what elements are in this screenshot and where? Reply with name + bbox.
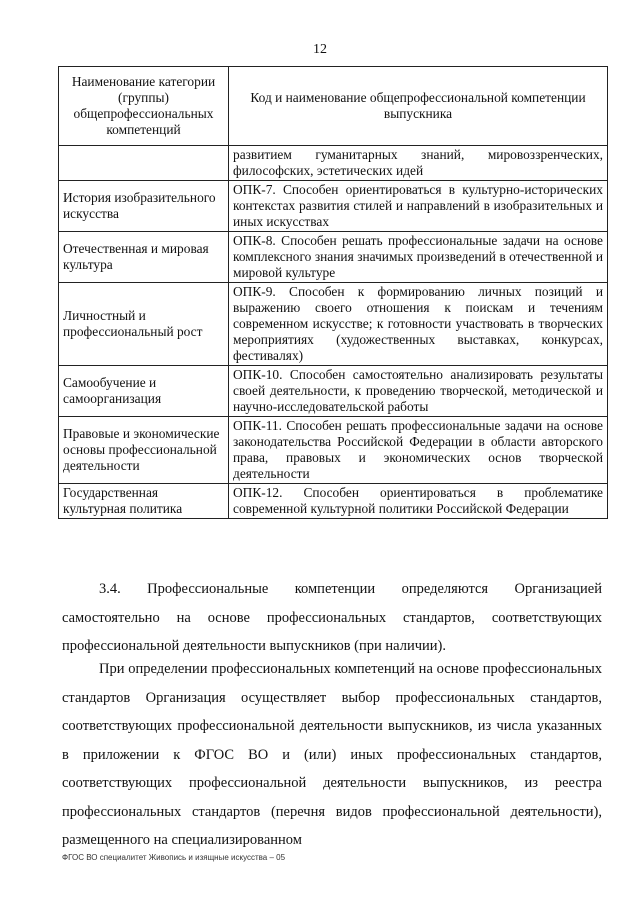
header-competence: Код и наименование общепрофессиональной компетенции выпускника: [229, 67, 608, 146]
table-row: [59, 181, 608, 232]
table-row: [59, 484, 608, 519]
row-description: ОПК-12. Способен ориентироваться в проблематике современной культурной политики Российской Федерации: [229, 484, 608, 519]
row-description: развитием гуманитарных знаний, мировоззренческих, философских, эстетических идей: [229, 146, 608, 181]
row-description: ОПК-10. Способен самостоятельно анализировать результаты своей деятельности, к проведению творческой, методической и научно-исследовательской работы: [229, 366, 608, 417]
row-category: Государственная культурная политика: [59, 484, 229, 519]
row-description: ОПК-7. Способен ориентироваться в культурно-исторических контекстах развития стилей и направлений в изобразительных и иных искусствах: [229, 181, 608, 232]
table-row: [59, 232, 608, 283]
row-category: Правовые и экономические основы профессиональной деятельности: [59, 417, 229, 484]
row-category: История изобразительного искусства: [59, 181, 229, 232]
header-category: Наименование категории (группы) общепрофессиональных компетенций: [59, 67, 229, 146]
row-description: ОПК-8. Способен решать профессиональные задачи на основе комплексного знания значимых произведений в отечественной и мировой культуре: [229, 232, 608, 283]
table-row: [59, 283, 608, 366]
row-category: Отечественная и мировая культура: [59, 232, 229, 283]
page-number: 12: [313, 42, 327, 57]
competencies-table: [58, 66, 608, 519]
row-category: [59, 146, 229, 181]
row-description: ОПК-11. Способен решать профессиональные задачи на основе законодательства Российской Федерации в области авторского права, правовых и экономических основ творческой деятельности: [229, 417, 608, 484]
row-category: Личностный и профессиональный рост: [59, 283, 229, 366]
footer-note: ФГОС ВО специалитет Живопись и изящные искусства – 05: [62, 853, 286, 862]
table-row: [59, 146, 608, 181]
table-row: [59, 417, 608, 484]
paragraph-standards: При определении профессиональных компетенций на основе профессиональных стандартов Организация осуществляет выбор профессиональных стандартов, соответствующих профессиональной деятельности выпускников, из числа указанных в приложении к ФГОС ВО и (или) иных профессиональных стандартов, соответствующих профессиональной деятельности выпускников, из реестра профессиональных стандартов (перечня видов профессиональной деятельности), размещенного на специализированном: [62, 661, 602, 848]
paragraph-3-4: 3.4. Профессиональные компетенции определяются Организацией самостоятельно на основе профессиональных стандартов, соответствующих профессиональной деятельности выпускников (при наличии).: [62, 581, 602, 654]
row-category: Самообучение и самоорганизация: [59, 366, 229, 417]
table-row: [59, 366, 608, 417]
row-description: ОПК-9. Способен к формированию личных позиций и выражению своего отношения к поискам и течениям современном искусстве; к готовности участвовать в творческих мероприятиях (художественных выставках, конкурсах, фестивалях): [229, 283, 608, 366]
table-header-row: [59, 67, 608, 146]
